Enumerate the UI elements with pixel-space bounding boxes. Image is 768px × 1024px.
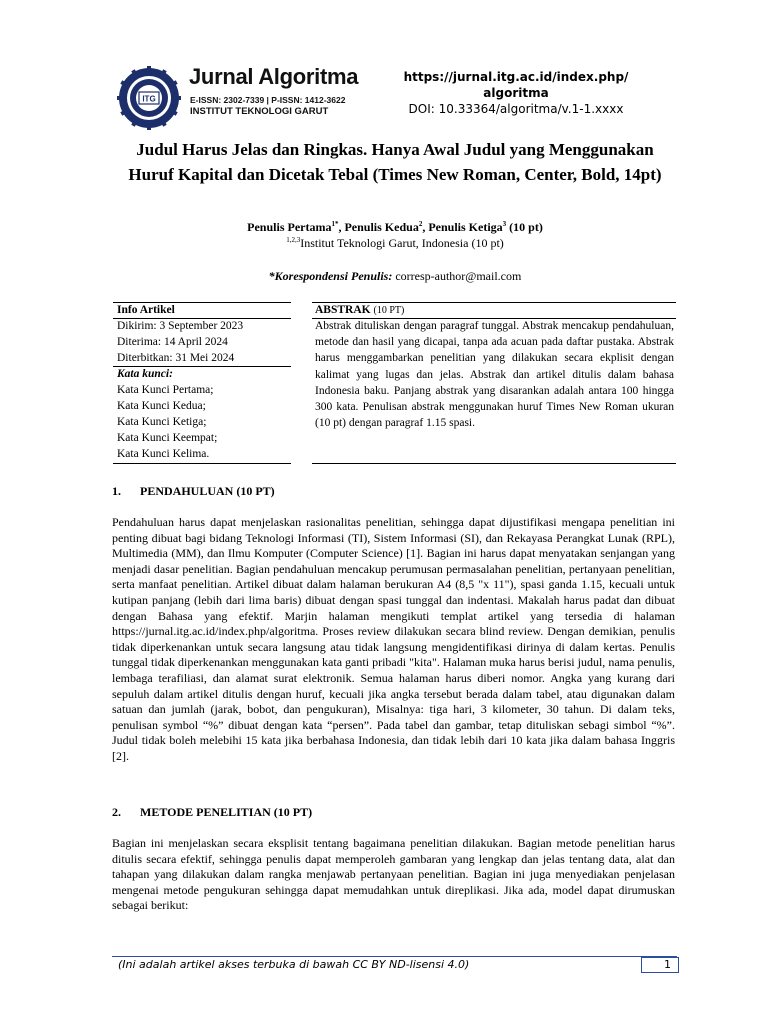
section-1-heading: [112, 484, 275, 499]
keywords-label: Kata kunci:: [117, 368, 173, 380]
info-bottom-rule: [113, 463, 291, 464]
page-number: 1: [641, 957, 679, 973]
author-list: Penulis Pertama$^{1*}$, Penulis Kedua$^2$, Penulis Ketiga$^3$ (10 pt): [247, 220, 543, 234]
abstract-text: Abstrak dituliskan dengan paragraf tunggal. Abstrak mencakup pendahuluan, metode dan hasil yang dicapai, tanpa ada acuan pada daftar pustaka. Abstrak harus menggambarkan penelitian yang dilakukan secara ekplisit dengan kalimat yang lugas dan jelas. Abstrak dan artikel ditulis dalam bahasa Indonesia baku. Panjang abstrak yang disarankan adalah antara 100 hingga 300 kata. Penulisan abstrak menggunakan huruf Times New Roman ukuran (10 pt) dengan paragraf 1.15 spasi.: [315, 320, 674, 430]
section-2-title: METODE PENELITIAN (10 PT): [140, 805, 313, 819]
doi: DOI: 10.33364/algoritma/v.1-1.xxxx: [408, 102, 624, 116]
author-2: Penulis Kedua: [344, 220, 419, 234]
author-1: Penulis Pertama: [247, 220, 332, 234]
abstract-bottom-rule: [312, 463, 676, 464]
author-3: Penulis Ketiga: [428, 220, 503, 234]
section-1-title: PENDAHULUAN (10 PT): [140, 484, 275, 498]
date-accepted: Diterima: 14 April 2024: [117, 336, 228, 348]
footer-rule: [112, 956, 677, 957]
keyword-item: Kata Kunci Keempat;: [117, 432, 218, 444]
keyword-item: Kata Kunci Pertama;: [117, 384, 214, 396]
date-submitted: Dikirim: 3 September 2023: [117, 320, 244, 332]
info-heading: Info Artikel: [117, 304, 175, 316]
abstract-heading-text: ABSTRAK: [315, 304, 371, 316]
author-2-mark: 2: [418, 220, 423, 228]
article-title: Judul Harus Jelas dan Ringkas. Hanya Awal Judul yang Menggunakan Huruf Kapital dan Dicetak Tebal (Times New Roman, Center, Bold, 14pt): [128, 140, 662, 184]
authors-size-note: (10 pt): [509, 220, 543, 234]
abstract-heading-size: (10 PT): [373, 305, 405, 316]
journal-institution: INSTITUT TEKNOLOGI GARUT: [190, 106, 329, 117]
section-2-text: Bagian ini menjelaskan secara eksplisit tentang bagaimana penelitian dilakukan. Bagian metode penelitian harus ditulis secara efektif, sehingga penulis dapat memperoleh gambaran yang lengkap dan jelas tentang data, alat dan tahapan yang dilakukan dalam rangka menjawab pertanyaan penelitian. Bagian ini juga menyediakan penjelasan mengenai metode pengukuran sehingga dapat memudahkan untuk direplikasi. Jika ada, model dapat dirumuskan sebagai berikut:: [112, 836, 675, 913]
journal-logo: [117, 66, 181, 130]
license-note: (Ini adalah artikel akses terbuka di bawah CC BY ND-lisensi 4.0): [118, 958, 470, 971]
article-info: [113, 302, 291, 462]
author-1-mark: 1*: [331, 220, 339, 228]
keyword-item: Kata Kunci Ketiga;: [117, 416, 207, 428]
abstract: [312, 302, 676, 431]
header-links: [386, 69, 646, 117]
section-1-text: Pendahuluan harus dapat menjelaskan rasionalitas penelitian, sehingga dapat dijustifikasi mengapa penelitian ini penting dibuat bagi bidang Teknologi Informasi (TI), Sistem Informasi (SI), dan Rekayasa Perangkat Lunak (RPL), Multimedia (MM), dan Ilmu Komputer (Computer Science) [1]. Bagian ini harus dapat menyatakan senjangan yang menjadi dasar penelitian. Bagian pendahuluan mencakup perumusan permasalahan penelitian, pertanyaan penelitian, serta manfaat penelitian. Artikel dibuat dalam halaman berukuran A4 (8,5 "x 11"), spasi ganda 1.15, kecuali untuk kutipan panjang (lebih dari lima baris) dibuat dengan spasi tunggal dan indentasi. Makalah harus padat dan dibuat dengan Bahasa yang efektif. Marjin halaman mengikuti templat artikel yang tersedia di halaman https://jurnal.itg.ac.id/index.php/algoritma. Proses review dilakukan secara blind review. Dengan demikian, penulis tidak diperkenankan untuk secara langsung atau tidak langsung mengidentifikasi dirinya di dalam kertas. Penulis tunggal tidak diperkenankan menggunakan kata ganti pribadi "kita". Halaman muka harus berisi judul, nama penulis, lembaga terafiliasi, dan alamat surat elektronik. Semua halaman harus diberi nomor. Angka yang kurang dari sepuluh dalam artikel ditulis dengan huruf, kecuali jika angka tersebut berada dalam tabel, atau digunakan dalam satuan dan jumlah (jarak, bobot, dan pengukuran), Misalnya: tiga hari, 3 kilometer, 30 tahun. Di dalam teks, penulisan symbol “%” dibuat dengan kata “persen”. Pada tabel dan gambar, tetap dituliskan sebagi simbol “%”. Judul tidak boleh melebihi 15 kata jika berbahasa Indonesia, dan tidak lebih dari 10 kata jika dalam bahasa Inggris [2].: [112, 515, 675, 763]
correspondence: [112, 269, 678, 284]
journal-url[interactable]: https://jurnal.itg.ac.id/index.php/: [403, 70, 629, 84]
section-2-heading: [112, 805, 312, 820]
journal-name: Jurnal Algoritma: [189, 64, 359, 89]
abstract-heading: [312, 302, 676, 318]
correspondence-email[interactable]: corresp-author@mail.com: [395, 269, 522, 283]
keyword-item: Kata Kunci Kedua;: [117, 400, 206, 412]
author-3-mark: 3: [502, 220, 507, 228]
affiliation: [112, 236, 678, 251]
journal-url-cont[interactable]: algoritma: [483, 86, 549, 100]
section-1-number: 1.: [112, 484, 121, 498]
section-2-number: 2.: [112, 805, 121, 819]
affiliation-mark: 1,2,3: [286, 236, 301, 244]
journal-issn: E-ISSN: 2302-7339 | P-ISSN: 1412-3622: [190, 95, 346, 105]
correspondence-label: *Korespondensi Penulis:: [268, 269, 393, 283]
date-published: Diterbitkan: 31 Mei 2024: [117, 352, 235, 364]
keyword-item: Kata Kunci Kelima.: [117, 448, 210, 460]
logo-text: ITG: [142, 94, 156, 104]
affiliation-text: Institut Teknologi Garut, Indonesia (10 pt): [300, 236, 504, 250]
